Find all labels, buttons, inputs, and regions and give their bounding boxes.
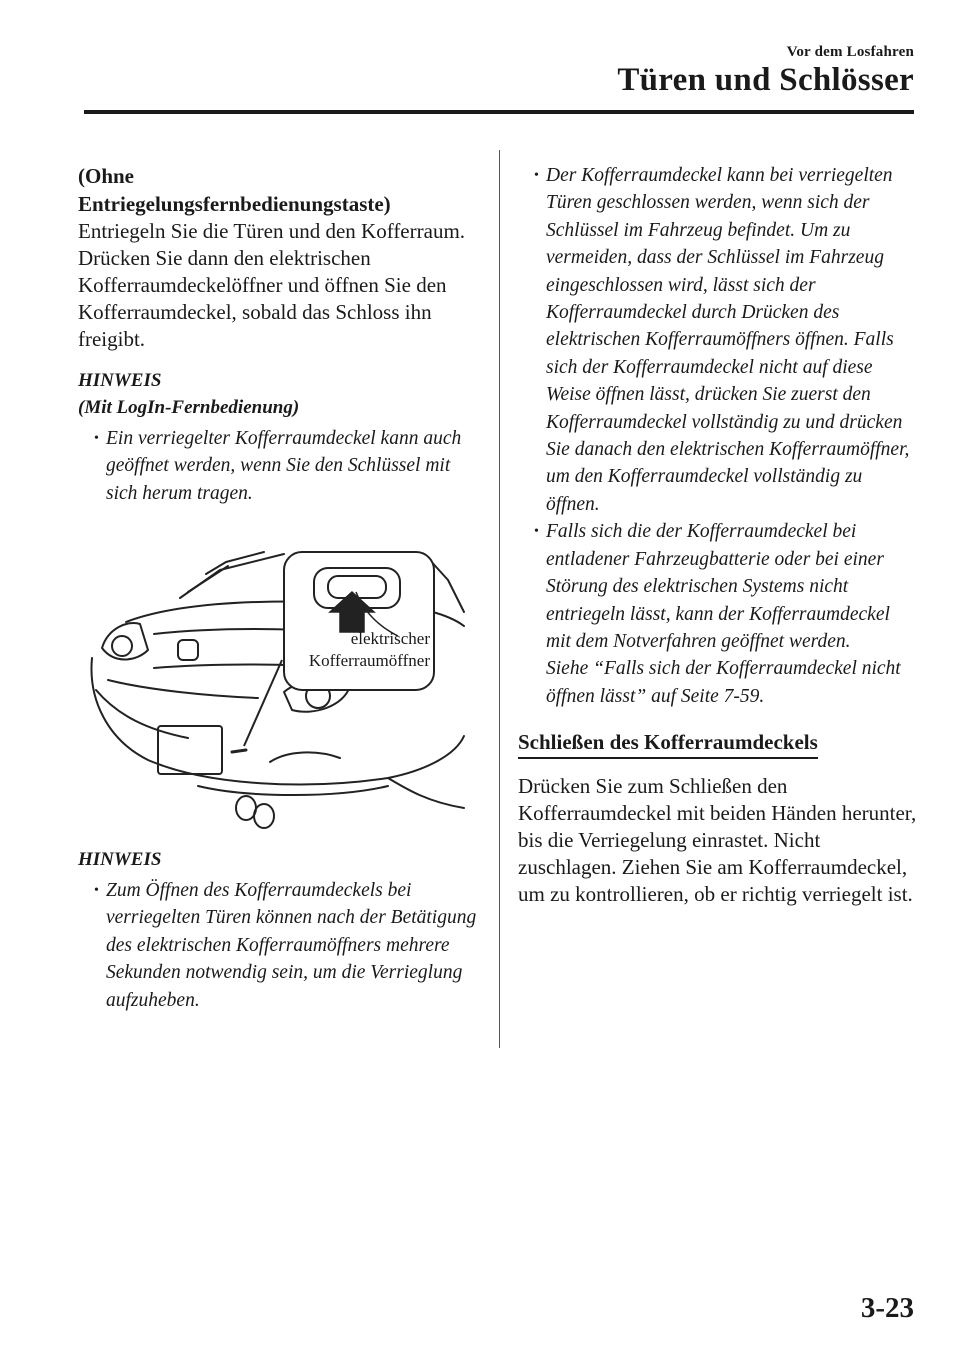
note-list [78,877,478,1014]
callout-label-line-2: Kofferraumöffner [308,651,430,670]
note-item [78,877,478,1014]
bullet-icon: • [534,524,539,540]
note-item-text: Falls sich die der Kofferraumdeckel bei entladener Fahrzeugbatterie oder bei einer Störung des elektrischen Systems nicht entriegeln lässt, kann der Kofferraumdeckel mit dem Notverfahren geöffnet werden. [546,521,890,652]
closing-paragraph: Drücken Sie zum Schließen den Kofferraumdeckel mit beiden Händen herunter, bis die Verriegelung einrastet. Nicht zuschlagen. Ziehen Sie am Kofferraumdeckel, um zu kontrollieren, ob er richtig verriegelt ist. [518,774,917,907]
subheading-line-1: (Ohne [78,164,135,188]
right-column [518,162,918,908]
note-title: HINWEIS [78,849,162,870]
callout-label-line-1: elektrischer [350,629,430,648]
note-item [78,425,478,507]
left-column-second-note [78,846,478,1014]
note-item-text: Ein verriegelter Kofferraumdeckel kann auch geöffnet werden, wenn Sie den Schlüssel mit sich herum tragen. [106,428,462,504]
bullet-icon: • [534,168,539,183]
note-item [518,162,918,518]
page-title: Türen und Schlösser [617,62,914,98]
trunk-opener-illustration [88,540,466,838]
note-title: HINWEIS [78,370,162,391]
header-section-label: Vor dem Losfahren [786,44,914,60]
car-rear-drawing [88,540,466,838]
note-list [518,162,918,710]
note-item [518,518,918,710]
bullet-icon: • [94,431,99,446]
instruction-paragraph: Entriegeln Sie die Türen und den Kofferraum. Drücken Sie dann den elektrischen Kofferraumdeckelöffner und öffnen Sie den Kofferraumdeckel, sobald das Schloss ihn freigibt. [78,219,466,351]
section-heading: Schließen des Kofferraumdeckels [518,728,818,759]
bullet-icon: • [94,883,99,898]
header-rule [84,110,914,114]
note-item-text: Der Kofferraumdeckel kann bei verriegelten Türen geschlossen werden, wenn sich der Schlüssel im Fahrzeug befindet. Um zu vermeiden, dass der Schlüssel im Fahrzeug eingeschlossen wird, lässt sich der Kofferraumdeckel durch Drücken des elektrischen Kofferraumöffners öffnen. Falls sich der Kofferraumdeckel nicht auf diese Weise öffnen lässt, drücken Sie zuerst den Kofferraumdeckel vollständig zu und drücken Sie danach den elektrischen Kofferraumöffner, um den Kofferraumdeckel vollständig zu öffnen. [546,165,910,515]
subheading-line-2: Entriegelungsfernbedienungstaste) [78,192,391,216]
cross-reference: Siehe “Falls sich der Kofferraumdeckel nicht öffnen lässt” auf Seite 7-59. [546,658,901,707]
left-column [78,162,478,507]
note-list [78,425,478,507]
page-number: 3-23 [860,1292,914,1324]
note-subtitle: (Mit LogIn-Fernbedienung) [78,397,300,418]
column-divider [499,150,500,1048]
callout-leader-line [244,660,282,746]
note-item-text: Zum Öffnen des Kofferraumdeckels bei verriegelten Türen können nach der Betätigung des elektrischen Kofferraumöffners mehrere Sekunden notwendig sein, um die Verrieglung aufzuheben. [106,880,477,1011]
